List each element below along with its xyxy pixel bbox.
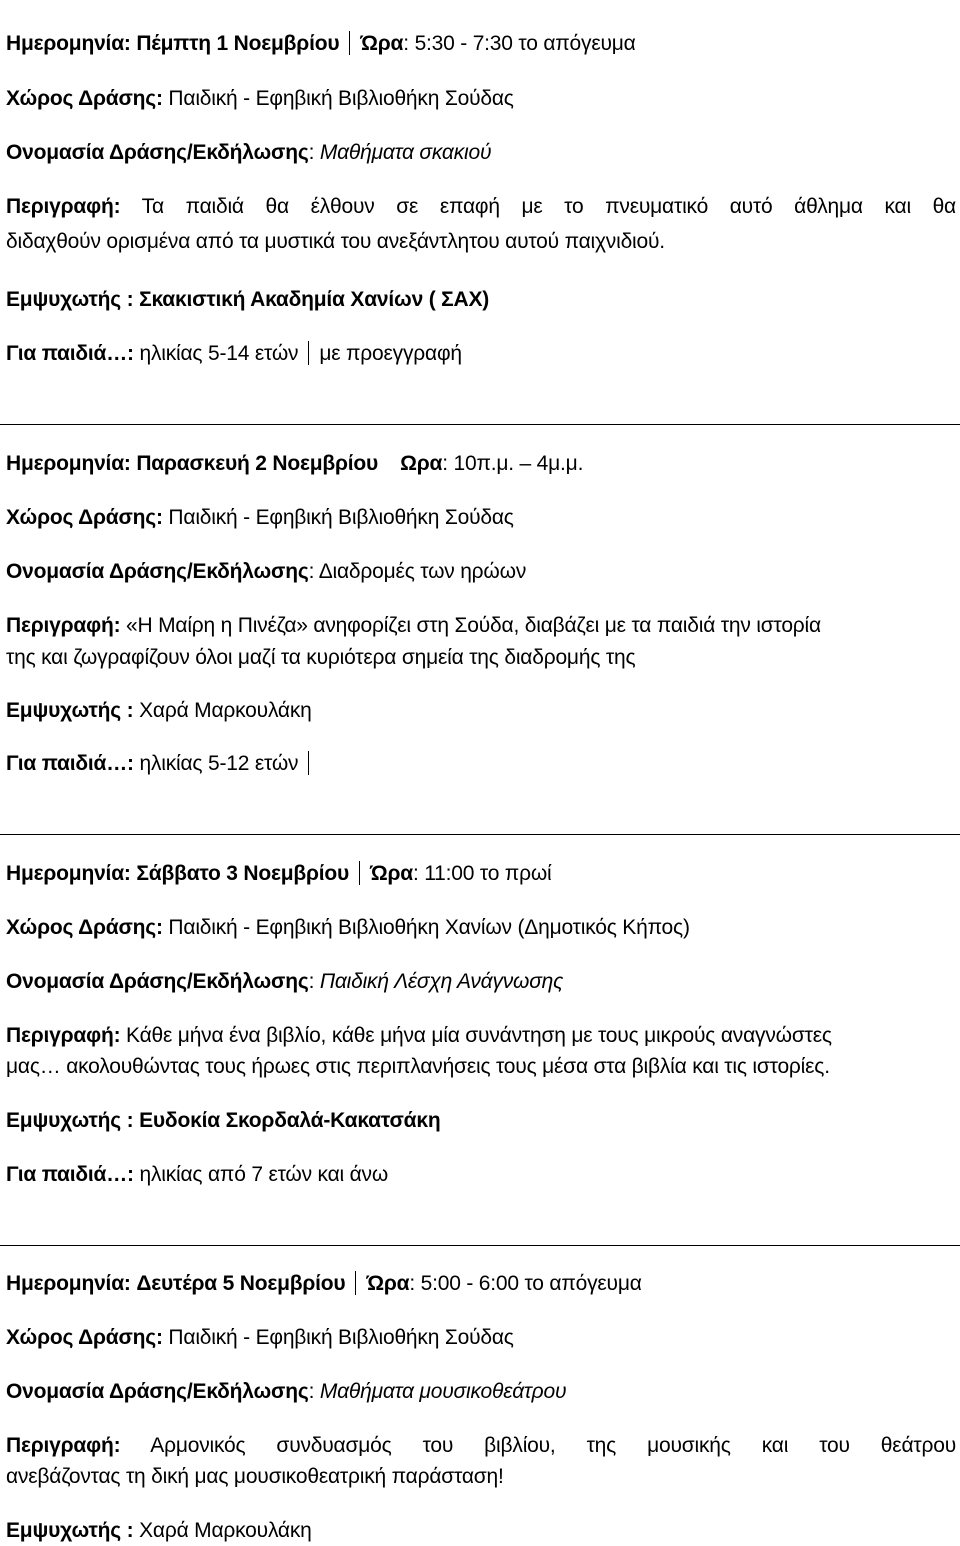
host-label: Εμψυχωτής : <box>6 699 134 722</box>
section-divider <box>0 424 960 425</box>
name-label: Ονομασία Δράσης/Εκδήλωσης <box>6 970 309 993</box>
kids-label: Για παιδιά…: <box>6 1163 134 1186</box>
date-label: Ημερομηνία: <box>6 452 131 475</box>
time-label: Ώρα <box>366 1272 410 1295</box>
section-divider <box>0 1245 960 1246</box>
event-name: Μαθήματα σκακιού <box>319 141 492 164</box>
time-label: Ωρα <box>400 452 443 475</box>
event-name-row: Ονομασία Δράσης/Εκδήλωσης: Μαθήματα σκακιού <box>6 141 492 164</box>
event-venue: Παιδική - Εφηβική Βιβλιοθήκη Σούδας <box>168 506 514 529</box>
venue-label: Χώρος Δράσης: <box>6 506 163 529</box>
description-label: Περιγραφή: <box>6 1024 121 1047</box>
venue-label: Χώρος Δράσης: <box>6 916 163 939</box>
event-name: Μαθήματα μουσικοθεάτρου <box>319 1380 567 1403</box>
event-kids-age: ηλικίας από 7 ετών και άνω <box>139 1163 389 1186</box>
event-time: 11:00 το πρωί <box>424 862 552 885</box>
venue-label: Χώρος Δράσης: <box>6 87 163 110</box>
name-label: Ονομασία Δράσης/Εκδήλωσης <box>6 141 309 164</box>
event-host-row <box>6 1518 956 1544</box>
event-venue-row <box>6 505 956 531</box>
separator <box>308 341 309 365</box>
venue-label: Χώρος Δράσης: <box>6 1326 163 1349</box>
separator <box>349 31 350 55</box>
event-description-line-2: διδαχθούν ορισμένα από τα μυστικά του ανεξάντλητου αυτού παιχνιδιού. <box>6 230 665 253</box>
event-host: Ευδοκία Σκορδαλά-Κακατσάκη <box>139 1109 441 1132</box>
date-label: Ημερομηνία: <box>6 32 131 55</box>
event-venue-row <box>6 1325 956 1351</box>
host-label: Εμψυχωτής : <box>6 1519 134 1542</box>
event-venue-row <box>6 915 956 941</box>
event-kids-age: ηλικίας 5-14 ετών <box>139 342 299 365</box>
event-name: Διαδρομές των ηρώων <box>318 560 527 583</box>
event-host: Σκακιστική Ακαδημία Χανίων ( ΣΑΧ) <box>139 288 490 311</box>
kids-label: Για παιδιά…: <box>6 752 134 775</box>
event-host-row <box>6 287 956 313</box>
event-description-line-2: της και ζωγραφίζουν όλοι μαζί τα κυριότερα σημεία της διαδρομής της <box>6 646 636 669</box>
event-venue: Παιδική - Εφηβική Βιβλιοθήκη Σούδας <box>168 1326 514 1349</box>
event-kids-row <box>6 341 956 367</box>
event-name: Παιδική Λέσχη Ανάγνωσης <box>319 970 564 993</box>
event-kids-row <box>6 1162 956 1188</box>
event-host-row <box>6 1108 956 1134</box>
event-host: Χαρά Μαρκουλάκη <box>139 699 312 722</box>
event-time: 5:00 - 6:00 το απόγευμα <box>420 1272 642 1295</box>
event-description-line-1 <box>6 1023 956 1049</box>
kids-label: Για παιδιά…: <box>6 342 134 365</box>
event-name-row: Ονομασία Δράσης/Εκδήλωσης: Διαδρομές των ηρώων <box>6 560 527 583</box>
event-time: 10π.μ. – 4μ.μ. <box>453 452 584 475</box>
event-kids-age: ηλικίας 5-12 ετών <box>139 752 299 775</box>
event-description-text-1: Τα παιδιά θα έλθουν σε επαφή με το πνευματικό αυτό άθλημα και θα <box>141 195 956 218</box>
event-description-line-1 <box>6 1433 956 1459</box>
event-date-row: Ημερομηνία: Σάββατο 3 Νοεμβρίου Ώρα: 11:00 το πρωί <box>6 862 552 885</box>
event-venue-row <box>6 86 956 112</box>
name-label: Ονομασία Δράσης/Εκδήλωσης <box>6 560 309 583</box>
event-description-text-1: «Η Μαίρη η Πινέζα» ανηφορίζει στη Σούδα, διαβάζει με τα παιδιά την ιστορία <box>126 614 821 637</box>
event-description-line-2: μας… ακολουθώντας τους ήρωες στις περιπλανήσεις τους μέσα στα βιβλία και τις ιστορίες. <box>6 1055 830 1078</box>
event-description-line-1 <box>6 613 956 639</box>
event-date: Πέμπτη 1 Νοεμβρίου <box>136 32 340 55</box>
event-description-text-1: Κάθε μήνα ένα βιβλίο, κάθε μήνα μία συνάντηση με τους μικρούς αναγνώστες <box>126 1024 832 1047</box>
event-description-text-1: Αρμονικός συνδυασμός του βιβλίου, της μουσικής και του θεάτρου <box>150 1434 956 1457</box>
description-label: Περιγραφή: <box>6 614 121 637</box>
description-label: Περιγραφή: <box>6 195 121 218</box>
time-label: Ώρα <box>370 862 413 885</box>
event-date-row: Ημερομηνία: Πέμπτη 1 Νοεμβρίου Ώρα: 5:30 - 7:30 το απόγευμα <box>6 32 636 55</box>
separator <box>355 1271 356 1295</box>
event-host: Χαρά Μαρκουλάκη <box>139 1519 312 1542</box>
name-label: Ονομασία Δράσης/Εκδήλωσης <box>6 1380 309 1403</box>
event-kids-row <box>6 751 956 777</box>
event-date: Παρασκευή 2 Νοεμβρίου <box>136 452 379 475</box>
event-venue: Παιδική - Εφηβική Βιβλιοθήκη Σούδας <box>168 87 514 110</box>
event-name-row: Ονομασία Δράσης/Εκδήλωσης: Παιδική Λέσχη Ανάγνωσης <box>6 970 564 993</box>
section-divider <box>0 834 960 835</box>
event-description-line-1 <box>6 194 956 220</box>
event-date: Σάββατο 3 Νοεμβρίου <box>136 862 350 885</box>
event-time: 5:30 - 7:30 το απόγευμα <box>414 32 636 55</box>
event-date-row: Ημερομηνία: Παρασκευή 2 Νοεμβρίου Ωρα: 10π.μ. – 4μ.μ. <box>6 452 584 475</box>
event-description-line-2: ανεβάζοντας τη δική μας μουσικοθεατρική παράσταση! <box>6 1465 504 1488</box>
description-label: Περιγραφή: <box>6 1434 121 1457</box>
time-label: Ώρα <box>360 32 404 55</box>
event-date: Δευτέρα 5 Νοεμβρίου <box>136 1272 346 1295</box>
host-label: Εμψυχωτής : <box>6 1109 134 1132</box>
event-name-row: Ονομασία Δράσης/Εκδήλωσης: Μαθήματα μουσικοθεάτρου <box>6 1380 567 1403</box>
date-label: Ημερομηνία: <box>6 862 131 885</box>
event-host-row <box>6 698 956 724</box>
separator <box>308 751 309 775</box>
event-kids-note: με προεγγραφή <box>319 342 462 365</box>
date-label: Ημερομηνία: <box>6 1272 131 1295</box>
event-venue: Παιδική - Εφηβική Βιβλιοθήκη Χανίων (Δημοτικός Κήπος) <box>168 916 690 939</box>
host-label: Εμψυχωτής : <box>6 288 134 311</box>
event-date-row: Ημερομηνία: Δευτέρα 5 Νοεμβρίου Ώρα: 5:00 - 6:00 το απόγευμα <box>6 1272 642 1295</box>
separator <box>359 861 360 885</box>
